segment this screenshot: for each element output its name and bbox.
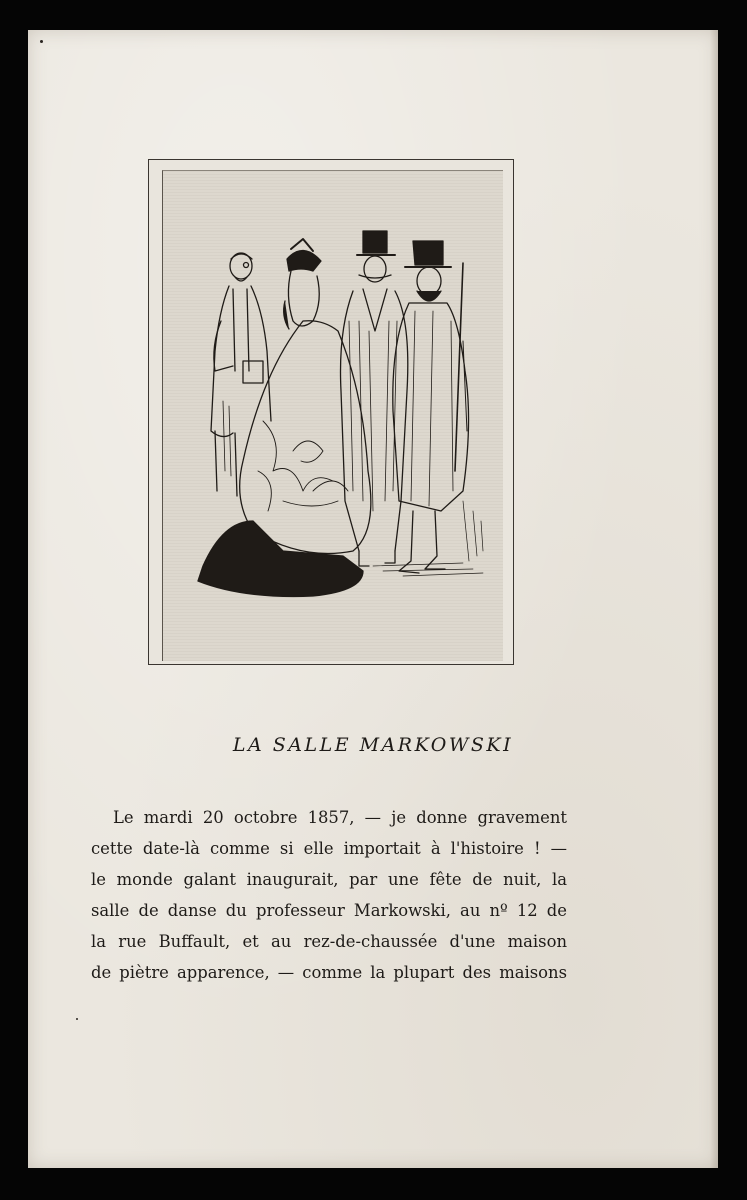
page-edge-shadow	[710, 30, 718, 1168]
text-line: salle de danse du professeur Markowski, au nº 12 de	[91, 901, 567, 920]
figure-woman-shawl	[198, 239, 371, 596]
engraving-illustration	[163, 171, 503, 661]
text-line: de piètre apparence, — comme la plupart des maisons	[91, 963, 567, 982]
text-line: Le mardi 20 octobre 1857, — je donne gravement	[113, 808, 567, 827]
text-line: le monde galant inaugurait, par une fête de nuit, la	[91, 870, 567, 889]
text-line: la rue Buffault, et au rez-de-chaussée d'une maison	[91, 932, 567, 951]
figure-man-with-cane	[393, 241, 469, 573]
text-line: cette date-là comme si elle importait à l'histoire ! —	[91, 839, 567, 858]
figure-top-hat-man	[341, 231, 408, 566]
ground-hatching	[373, 501, 483, 576]
figure-old-man	[211, 253, 271, 496]
paper-speck	[76, 1018, 78, 1020]
paper-speck	[40, 40, 43, 43]
engraving-plate	[162, 170, 503, 661]
paragraph-text	[91, 802, 567, 988]
chapter-title: LA SALLE MARKOWSKI	[232, 734, 514, 756]
book-page	[28, 30, 718, 1168]
